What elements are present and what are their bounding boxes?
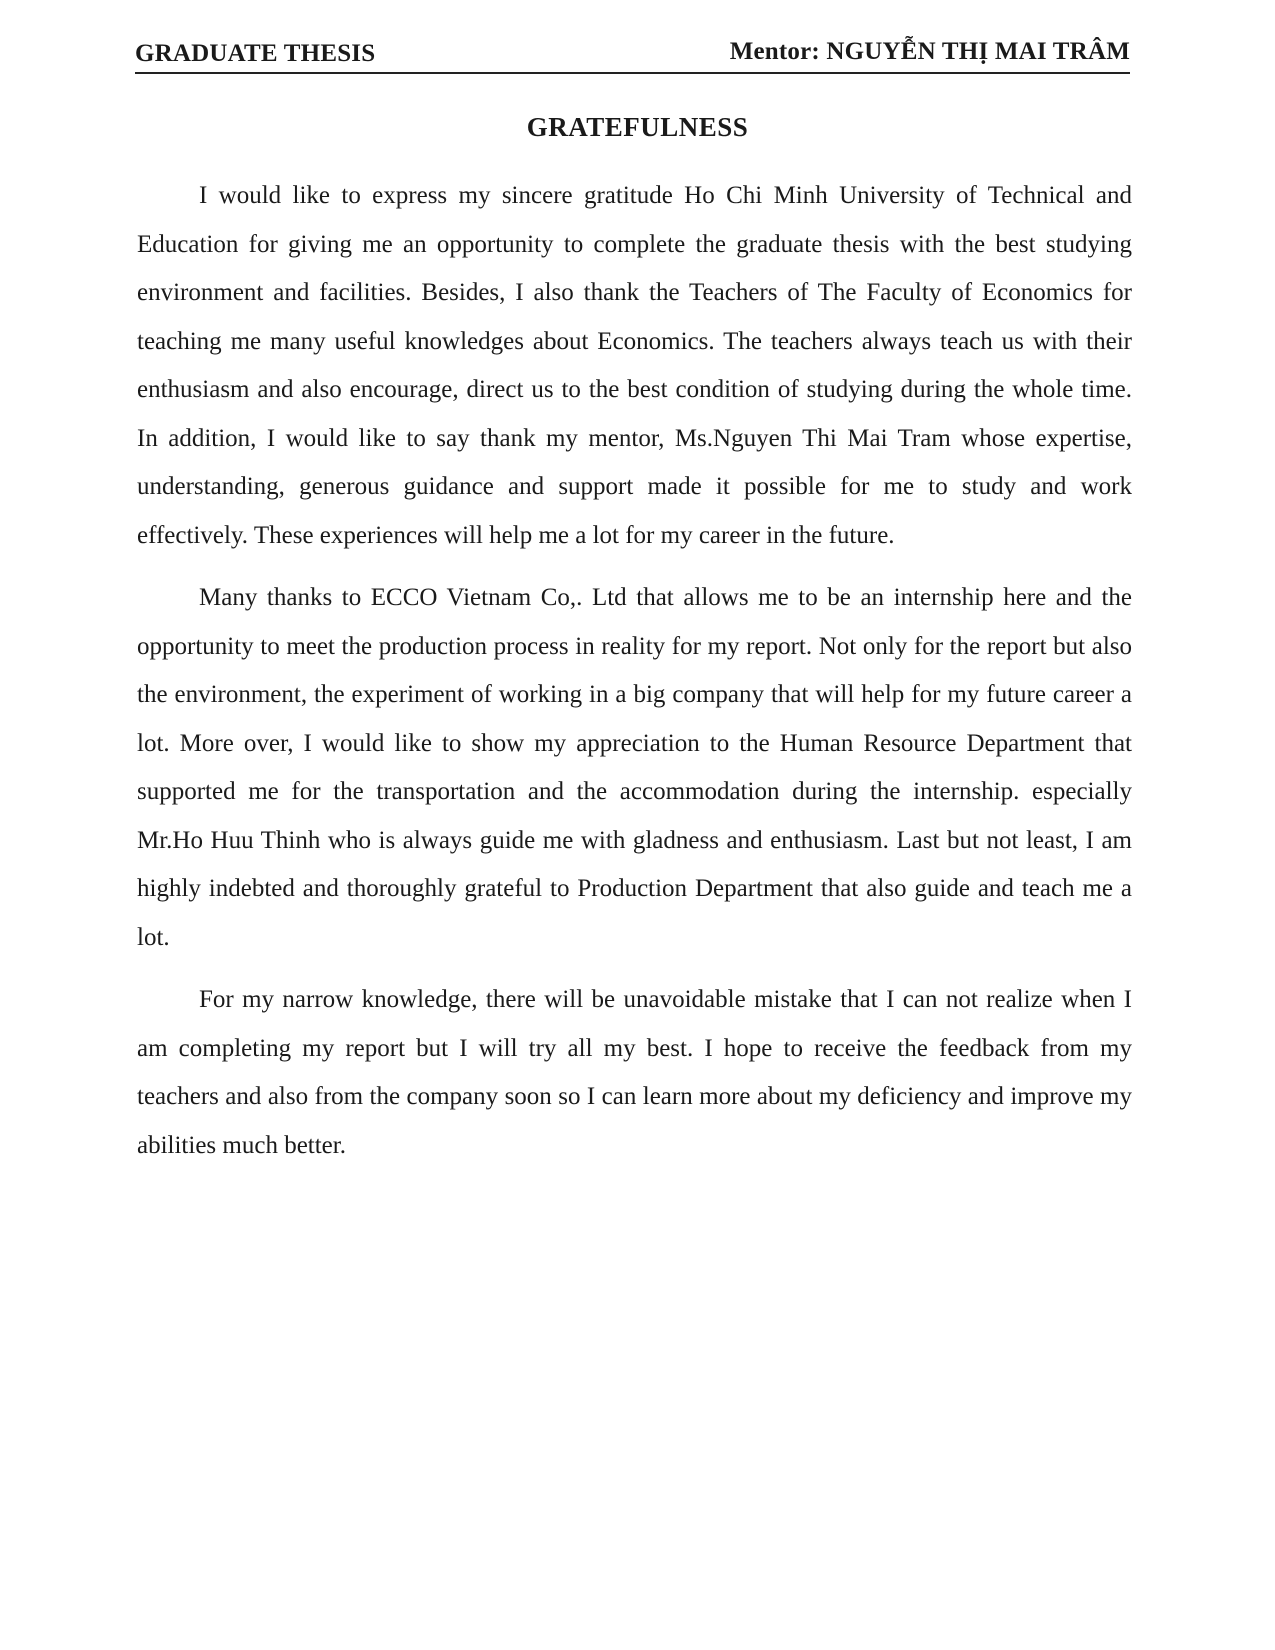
paragraph-3: For my narrow knowledge, there will be unavoidable mistake that I can not realize when I am completing my report but I will try all my best. I hope to receive the feedback from my teachers and also from the company soon so I can learn more about my deficiency and improve my abilities much better.: [137, 986, 1132, 1159]
page-header: [135, 28, 1130, 74]
paragraph-2: Many thanks to ECCO Vietnam Co,. Ltd that allows me to be an internship here and the opportunity to meet the production process in reality for my report. Not only for the report but also the environment, the experiment of working in a big company that will help for my future career a lot. More over, I would like to show my appreciation to the Human Resource Department that supported me for the transportation and the accommodation during the internship. especially Mr.Ho Huu Thinh who is always guide me with gladness and enthusiasm. Last but not least, I am highly indebted and thoroughly grateful to Production Department that also guide and teach me a lot.: [137, 584, 1132, 951]
header-thesis-label: GRADUATE THESIS: [135, 40, 376, 67]
document-body: [137, 172, 1132, 1184]
header-mentor-label: Mentor: NGUYỄN THỊ MAI TRÂM: [729, 38, 1130, 65]
paragraph-1: I would like to express my sincere gratitude Ho Chi Minh University of Technical and Education for giving me an opportunity to complete the graduate thesis with the best studying environment and facilities. Besides, I also thank the Teachers of The Faculty of Economics for teaching me many useful knowledges about Economics. The teachers always teach us with their enthusiasm and also encourage, direct us to the best condition of studying during the whole time. In addition, I would like to say thank my mentor, Ms.Nguyen Thi Mai Tram whose expertise, understanding, generous guidance and support made it possible for me to study and work effectively. These experiences will help me a lot for my career in the future.: [137, 182, 1132, 549]
page-title: GRATEFULNESS: [526, 112, 749, 142]
